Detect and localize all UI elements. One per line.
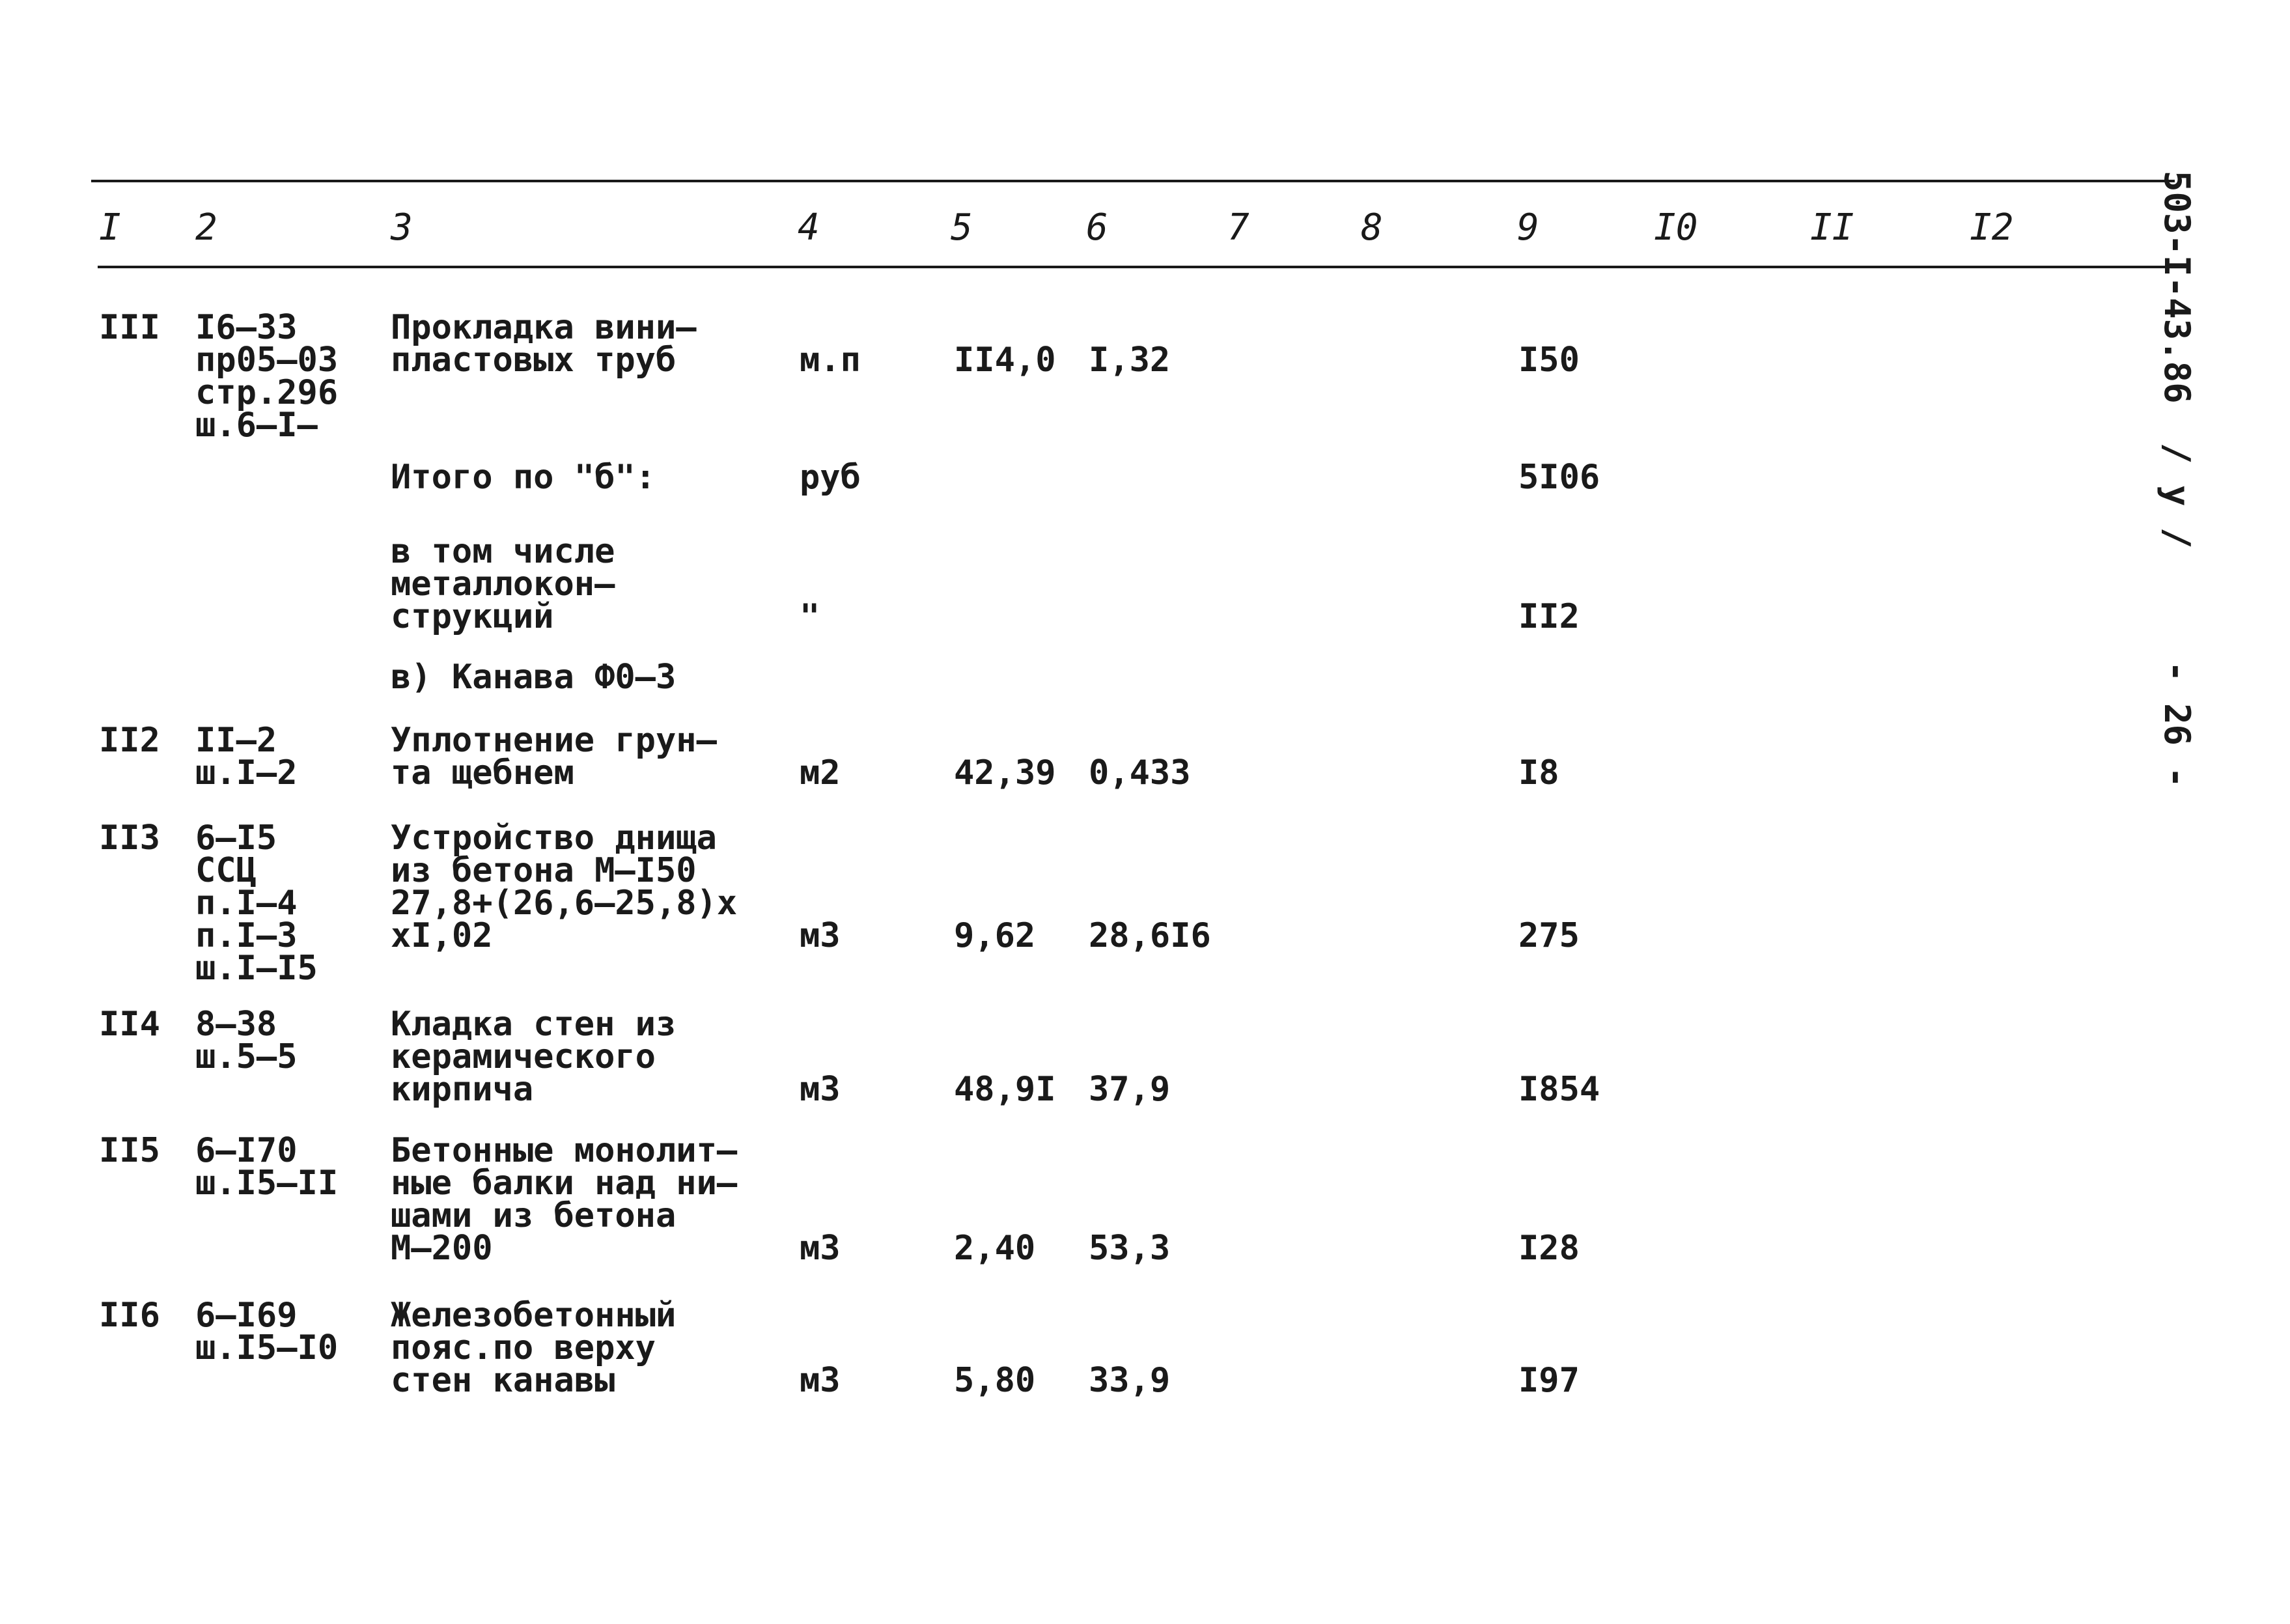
row-quantity: 48,9I [954, 1070, 1056, 1109]
row-description-line: струкций [391, 597, 554, 636]
row-code [195, 819, 318, 988]
section-mark: / y / [2157, 443, 2198, 549]
row-description-line: пластовых труб [391, 341, 677, 380]
row-quantity: 2,40 [954, 1229, 1036, 1268]
header-col-9: 9 [1517, 206, 1539, 249]
row-code-line: 8–38 [195, 1005, 277, 1044]
header-col-11: II [1810, 206, 1854, 249]
row-unit-price: 0,433 [1089, 753, 1191, 792]
row-unit-price: 28,6I6 [1089, 916, 1211, 955]
document-code: 503-I-43.86 [2157, 171, 2198, 404]
row-description-line: Прокладка вини– [391, 308, 697, 347]
row-code-line: ш.5–5 [195, 1037, 298, 1076]
header-col-3: 3 [391, 206, 413, 249]
row-code-line: 6–I70 [195, 1131, 298, 1170]
row-description-line: в том числе [391, 532, 615, 571]
header-col-6: 6 [1086, 206, 1108, 249]
row-unit: " [800, 597, 820, 636]
table-header-rule [98, 266, 2175, 268]
row-unit: м3 [800, 1361, 841, 1400]
row-total: I854 [1518, 1070, 1600, 1109]
row-total: I8 [1518, 753, 1559, 792]
row-description [391, 658, 677, 697]
row-number: II5 [99, 1131, 160, 1170]
row-number: II4 [99, 1005, 160, 1044]
row-description-line: Железобетонный [391, 1296, 677, 1335]
row-description [391, 1131, 738, 1268]
row-quantity: 9,62 [954, 916, 1036, 955]
row-description [391, 1296, 677, 1400]
row-total: 5I06 [1518, 458, 1600, 497]
row-code [195, 721, 298, 792]
row-unit: м3 [800, 1229, 841, 1268]
row-description-line: пояс.по верху [391, 1328, 656, 1367]
row-unit-price: 33,9 [1089, 1361, 1171, 1400]
row-description [391, 819, 738, 955]
row-description-line: Кладка стен из [391, 1005, 677, 1044]
row-unit-price: I,32 [1089, 341, 1171, 380]
row-description [391, 308, 697, 380]
row-description-line: Уплотнение грун– [391, 721, 717, 760]
row-unit-price: 53,3 [1089, 1229, 1171, 1268]
row-description-line: кирпича [391, 1070, 534, 1109]
row-description-line: 27,8+(26,6–25,8)х [391, 884, 738, 923]
row-description-line: шами из бетона [391, 1196, 677, 1235]
table-top-rule [91, 180, 2175, 182]
header-col-8: 8 [1361, 206, 1383, 249]
row-code-line: 6–I69 [195, 1296, 298, 1335]
row-code-line: ССЦ [195, 851, 257, 890]
row-description-line: керамического [391, 1037, 656, 1076]
row-code [195, 308, 339, 445]
row-description-line: Итого по "б": [391, 458, 656, 497]
row-unit: м2 [800, 753, 841, 792]
row-unit: м3 [800, 916, 841, 955]
header-col-10: I0 [1654, 206, 1698, 249]
row-number: III [99, 308, 160, 347]
row-description [391, 532, 615, 636]
row-description-line: М–200 [391, 1229, 493, 1268]
row-description-line: стен канавы [391, 1361, 615, 1400]
header-col-2: 2 [195, 206, 217, 249]
row-total: I50 [1518, 341, 1580, 380]
row-code-line: п.I–3 [195, 916, 298, 955]
row-description-line: в) Канава Ф0–3 [391, 658, 677, 697]
row-code-line: ш.I5–II [195, 1164, 339, 1203]
row-unit: м3 [800, 1070, 841, 1109]
row-number: II3 [99, 819, 160, 858]
header-col-1: I [99, 206, 121, 249]
row-code-line: ш.I–I5 [195, 949, 318, 988]
row-code-line: I6–33 [195, 308, 298, 347]
row-code-line: стр.296 [195, 373, 339, 412]
page-number: - 26 - [2157, 661, 2198, 789]
header-col-4: 4 [798, 206, 820, 249]
header-col-7: 7 [1227, 206, 1250, 249]
row-number: II2 [99, 721, 160, 760]
row-quantity: 42,39 [954, 753, 1056, 792]
row-code-line: II–2 [195, 721, 277, 760]
row-code-line: 6–I5 [195, 819, 277, 858]
row-description-line: хI,02 [391, 916, 493, 955]
row-description-line: из бетона М–I50 [391, 851, 697, 890]
row-code-line: пр05–03 [195, 341, 339, 380]
row-description-line: ные балки над ни– [391, 1164, 738, 1203]
row-total: II2 [1518, 597, 1580, 636]
row-code [195, 1131, 339, 1203]
row-total: I28 [1518, 1229, 1580, 1268]
row-code-line: ш.I–2 [195, 753, 298, 792]
row-unit: м.п [800, 341, 861, 380]
row-code [195, 1005, 298, 1076]
row-description-line: металлокон– [391, 565, 615, 604]
row-quantity: 5,80 [954, 1361, 1036, 1400]
row-quantity: II4,0 [954, 341, 1056, 380]
row-code-line: п.I–4 [195, 884, 298, 923]
row-description-line: Бетонные монолит– [391, 1131, 738, 1170]
row-total: 275 [1518, 916, 1580, 955]
row-number: II6 [99, 1296, 160, 1335]
row-code-line: ш.I5–I0 [195, 1328, 339, 1367]
row-total: I97 [1518, 1361, 1580, 1400]
row-description [391, 721, 717, 792]
row-unit: руб [800, 458, 861, 497]
row-unit-price: 37,9 [1089, 1070, 1171, 1109]
row-code [195, 1296, 339, 1367]
header-col-12: I2 [1970, 206, 2014, 249]
row-description [391, 1005, 677, 1109]
row-description [391, 458, 656, 497]
row-description-line: Устройство днища [391, 819, 717, 858]
row-code-line: ш.6–I– [195, 406, 318, 445]
header-col-5: 5 [951, 206, 973, 249]
row-description-line: та щебнем [391, 753, 574, 792]
